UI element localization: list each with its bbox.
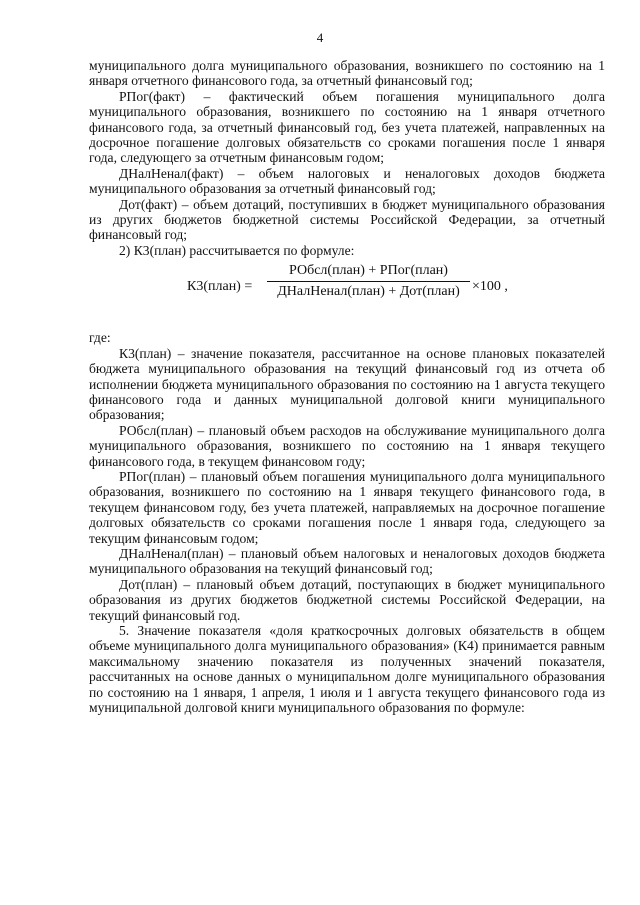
- paragraph-continuation: муниципального долга муниципального образования, возникшего по состоянию на 1 января отчетного финансового года, за отчетный финансовый год;: [89, 58, 605, 89]
- formula-numerator: РОбсл(план) + РПог(план): [289, 263, 448, 279]
- paragraph-k3-plan-def: К3(план) – значение показателя, рассчитанное на основе плановых показателей бюджета муниципального образования на текущий финансовый год из отчета об исполнении бюджета муниципального образования по состоянию на 1 августа текущего финансового года и данных муниципальной долговой книги муниципального образования;: [89, 345, 605, 423]
- formula-denominator: ДНалНенал(план) + Дот(план): [277, 283, 460, 299]
- formula-fraction: [267, 263, 470, 299]
- paragraph-dnalnenal-fact: ДНалНенал(факт) – объем налоговых и неналоговых доходов бюджета муниципального образования за отчетный финансовый год;: [89, 165, 605, 197]
- formula-k3-plan: [89, 260, 605, 318]
- formula-tail: ,: [504, 279, 508, 295]
- paragraph-dot-fact: Дот(факт) – объем дотаций, поступивших в бюджет муниципального образования из других бюджетов бюджетной системы Российской Федерации, за отчетный финансовый год;: [89, 196, 605, 243]
- paragraph-item-5: 5. Значение показателя «доля краткосрочных долговых обязательств в общем объеме муниципального долга муниципального образования» (К4) принимается равным максимальному значению показателя из полученных значений показателя, рассчитанных на основе данных о муниципальном долге муниципального образования по состоянию на 1 января, 1 апреля, 1 июля и 1 августа текущего финансового года из муниципальной долговой книги муниципального образования по формуле:: [89, 623, 605, 716]
- page-number: 4: [316, 30, 324, 45]
- formula-multiplier: ×100: [472, 279, 501, 295]
- paragraph-dnalnenal-plan: ДНалНенал(план) – плановый объем налоговых и неналоговых доходов бюджета муниципального образования на текущий финансовый год;: [89, 545, 605, 577]
- paragraph-k3-intro: 2) К3(план) рассчитывается по формуле:: [119, 242, 355, 258]
- paragraph-rpog-plan: РПог(план) – плановый объем погашения муниципального долга муниципального образования, возникшего по состоянию на 1 января текущего финансового года, в текущем финансовом году, без учета платежей, направляемых на досрочное погашение долговых обязательств со сроками погашения после 1 января года, следующего за текущим финансовым годом;: [89, 468, 605, 546]
- document-body: [89, 58, 605, 715]
- where-label: где:: [89, 330, 111, 346]
- formula-multiplier-group: [472, 279, 508, 294]
- paragraph-dot-plan: Дот(план) – плановый объем дотаций, поступающих в бюджет муниципального образования из других бюджетов бюджетной системы Российской Федерации, на текущий финансовый год.: [89, 576, 605, 623]
- paragraph-robsl-plan: РОбсл(план) – плановый объем расходов на обслуживание муниципального долга муниципального образования, возникшего по состоянию на 1 января текущего финансового года, в текущем финансовом году;: [89, 422, 605, 469]
- paragraph-rpog-fact: РПог(факт) – фактический объем погашения муниципального долга муниципального образования, возникшего по состоянию на 1 января отчетного финансового года, за отчетный финансовый год, без учета платежей, направленных на досрочное погашение долговых обязательств со сроками погашения после 1 января года, следующего за отчетным финансовым годом;: [89, 88, 605, 166]
- formula-lhs: К3(план) =: [187, 279, 253, 295]
